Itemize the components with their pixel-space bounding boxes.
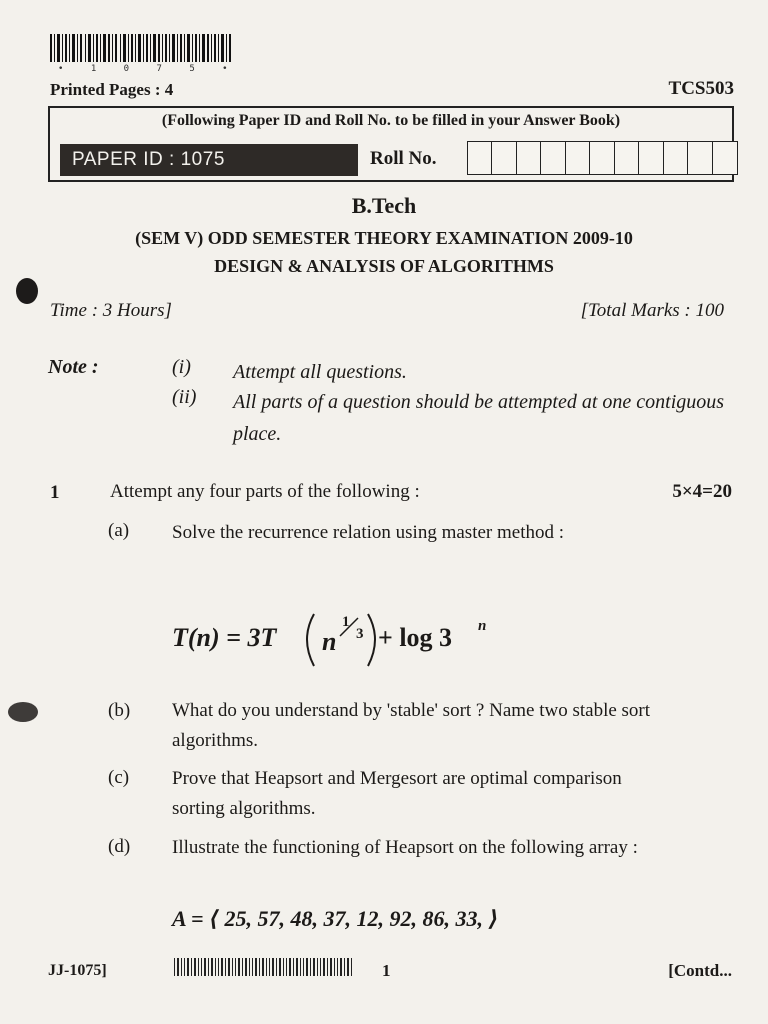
note-item-number: (ii) [172, 386, 197, 408]
part-label-a: (a) [108, 520, 130, 541]
page-number: 1 [382, 961, 391, 980]
roll-number-box[interactable] [491, 141, 517, 175]
barcode-bottom [174, 958, 354, 976]
formula-rhs: + log 3 [378, 623, 453, 652]
part-text-d: Illustrate the functioning of Heapsort on the following array : [172, 837, 638, 858]
question-number: 1 [50, 482, 60, 503]
roll-number-box[interactable] [540, 141, 566, 175]
formula-base: n [322, 627, 337, 656]
barcode-digits: • 1 0 7 5 • [58, 64, 239, 74]
roll-number-box[interactable] [687, 141, 713, 175]
formula-rhs-exp: n [478, 618, 487, 634]
note-item-text: All parts of a question should be attempted at one contiguous place. [233, 391, 725, 445]
paper-id: PAPER ID : 1075 [60, 144, 358, 176]
barcode-top [50, 34, 232, 62]
ink-blot [8, 702, 38, 722]
left-paren-icon [307, 614, 314, 666]
roll-number-box[interactable] [663, 141, 689, 175]
part-label-b: (b) [108, 700, 131, 721]
roll-number-box[interactable] [467, 141, 493, 175]
id-instruction: (Following Paper ID and Roll No. to be filled in your Answer Book) [161, 112, 621, 129]
roll-number-box[interactable] [614, 141, 640, 175]
time-allowed: Time : 3 Hours] [50, 300, 172, 321]
part-text-b: What do you understand by 'stable' sort ? Name two stable sort algorithms. [172, 700, 651, 751]
roll-number-box[interactable] [712, 141, 738, 175]
note-label: Note : [48, 356, 99, 378]
roll-number-box[interactable] [589, 141, 615, 175]
ink-blot [16, 278, 38, 304]
roll-number-boxes [468, 141, 738, 175]
formula-exp-den: 3 [356, 626, 364, 642]
note-item-number: (i) [172, 356, 191, 378]
printed-pages: Printed Pages : 4 [50, 80, 174, 99]
degree-title: B.Tech [351, 193, 417, 218]
paper-code: TCS503 [668, 78, 734, 99]
exam-title: (SEM V) ODD SEMESTER THEORY EXAMINATION 2009-10 [135, 228, 633, 248]
roll-number-box[interactable] [565, 141, 591, 175]
question-marks: 5×4=20 [672, 481, 732, 502]
footer-code: JJ-1075] [48, 962, 107, 979]
roll-number-box[interactable] [516, 141, 542, 175]
part-text-c: Prove that Heapsort and Mergesort are optimal comparison sorting algorithms. [172, 768, 622, 819]
paper-id-box [48, 106, 734, 182]
recurrence-formula [172, 604, 552, 674]
part-label-d: (d) [108, 836, 131, 857]
heapsort-array: A = ⟨ 25, 57, 48, 37, 12, 92, 86, 33, ⟩ [172, 906, 499, 931]
roll-number-label: Roll No. [370, 148, 437, 169]
part-text-a: Solve the recurrence relation using master method : [172, 522, 565, 543]
roll-number-box[interactable] [638, 141, 664, 175]
right-paren-icon [368, 614, 375, 666]
continued-label: [Contd... [668, 961, 732, 980]
question-instruction: Attempt any four parts of the following : [110, 481, 420, 502]
total-marks: [Total Marks : 100 [580, 300, 724, 321]
formula-exp-num: 1 [342, 614, 350, 630]
note-item-text: Attempt all questions. [233, 361, 407, 383]
part-label-c: (c) [108, 767, 130, 788]
formula-lhs: T(n) = 3T [172, 623, 277, 652]
subject-title: DESIGN & ANALYSIS OF ALGORITHMS [214, 256, 554, 276]
